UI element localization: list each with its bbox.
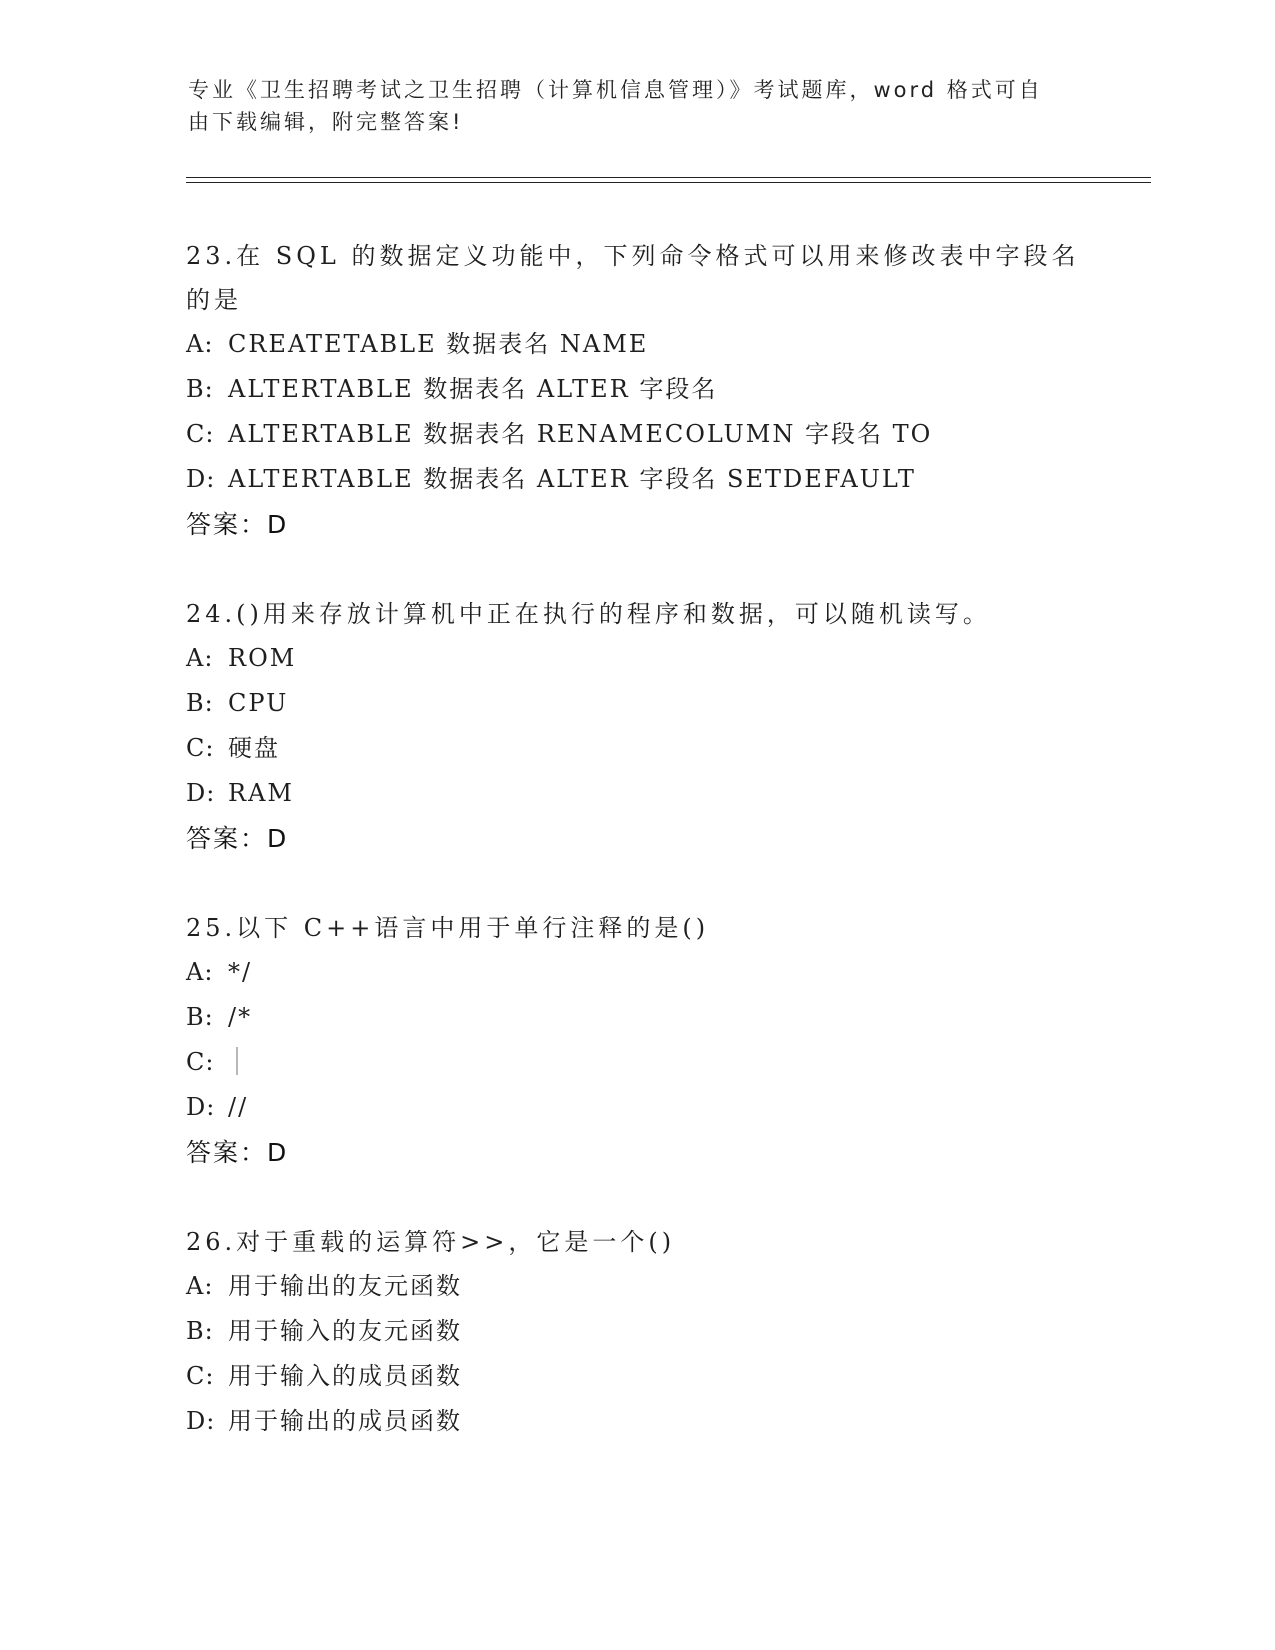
option-text: CREATETABLE 数据表名 NAME xyxy=(228,330,649,358)
question-23 xyxy=(186,234,1086,548)
question-stem-line: 25.以下 C++语言中用于单行注释的是() xyxy=(186,914,710,942)
question-25 xyxy=(186,906,1086,1176)
question-26 xyxy=(186,1220,1086,1444)
option-b xyxy=(186,995,1086,1040)
question-24 xyxy=(186,592,1086,862)
option-letter: D: xyxy=(186,1407,216,1435)
option-text: ROM xyxy=(228,644,297,672)
question-list xyxy=(186,234,1086,1488)
vertical-bar-glyph xyxy=(236,1047,238,1075)
option-c xyxy=(186,726,1086,771)
option-letter: C: xyxy=(186,1048,215,1076)
header-divider-top xyxy=(186,177,1151,178)
option-d xyxy=(186,771,1086,816)
option-a xyxy=(186,1264,1086,1309)
option-letter: D: xyxy=(186,465,216,493)
header-line-1: 专业《卫生招聘考试之卫生招聘（计算机信息管理）》考试题库，word 格式可自 xyxy=(188,78,1043,102)
question-stem xyxy=(186,906,1086,950)
question-stem-line: 23.在 SQL 的数据定义功能中，下列命令格式可以用来修改表中字段名 xyxy=(186,242,1080,270)
option-b xyxy=(186,681,1086,726)
option-text: ALTERTABLE 数据表名 ALTER 字段名 xyxy=(228,375,718,403)
question-stem xyxy=(186,234,1086,322)
answer-line: 答案：D xyxy=(186,824,289,853)
option-letter: A: xyxy=(186,644,214,672)
answer-line: 答案：D xyxy=(186,1138,289,1167)
option-letter: A: xyxy=(186,958,214,986)
option-text: // xyxy=(228,1093,249,1121)
option-letter: D: xyxy=(186,779,216,807)
option-b xyxy=(186,1309,1086,1354)
option-text: RAM xyxy=(228,779,294,807)
question-stem xyxy=(186,1220,1086,1264)
option-letter: B: xyxy=(186,375,214,403)
option-a xyxy=(186,322,1086,367)
option-letter: A: xyxy=(186,1272,214,1300)
option-text: ALTERTABLE 数据表名 ALTER 字段名 SETDEFAULT xyxy=(228,465,916,493)
option-text: /* xyxy=(228,1003,253,1031)
option-c xyxy=(186,1040,1086,1085)
answer-line: 答案：D xyxy=(186,510,289,539)
option-letter: B: xyxy=(186,1317,214,1345)
option-a xyxy=(186,950,1086,995)
option-text: CPU xyxy=(228,689,289,717)
option-b xyxy=(186,367,1086,412)
option-text: 用于输出的成员函数 xyxy=(228,1407,462,1435)
option-d xyxy=(186,1399,1086,1444)
option-letter: C: xyxy=(186,1362,215,1390)
option-letter: C: xyxy=(186,734,215,762)
option-text: 用于输入的成员函数 xyxy=(228,1362,462,1390)
question-stem-line: 的是 xyxy=(186,286,242,314)
option-d xyxy=(186,1085,1086,1130)
header-line-2: 由下载编辑，附完整答案! xyxy=(188,110,464,134)
header-divider-bottom xyxy=(186,182,1151,183)
question-stem xyxy=(186,592,1086,636)
option-text: */ xyxy=(228,958,253,986)
option-text: 硬盘 xyxy=(228,734,280,762)
option-text: 用于输入的友元函数 xyxy=(228,1317,462,1345)
option-letter: C: xyxy=(186,420,215,448)
option-d xyxy=(186,457,1086,502)
option-text: 用于输出的友元函数 xyxy=(228,1272,462,1300)
option-letter: B: xyxy=(186,1003,214,1031)
option-c xyxy=(186,1354,1086,1399)
question-stem-line: 24.()用来存放计算机中正在执行的程序和数据，可以随机读写。 xyxy=(186,600,991,628)
document-header xyxy=(188,74,1088,138)
question-stem-line: 26.对于重载的运算符>>，它是一个() xyxy=(186,1228,676,1256)
option-letter: D: xyxy=(186,1093,216,1121)
option-text: ALTERTABLE 数据表名 RENAMECOLUMN 字段名 TO xyxy=(228,420,933,448)
option-letter: A: xyxy=(186,330,214,358)
option-a xyxy=(186,636,1086,681)
option-c xyxy=(186,412,1086,457)
option-letter: B: xyxy=(186,689,214,717)
